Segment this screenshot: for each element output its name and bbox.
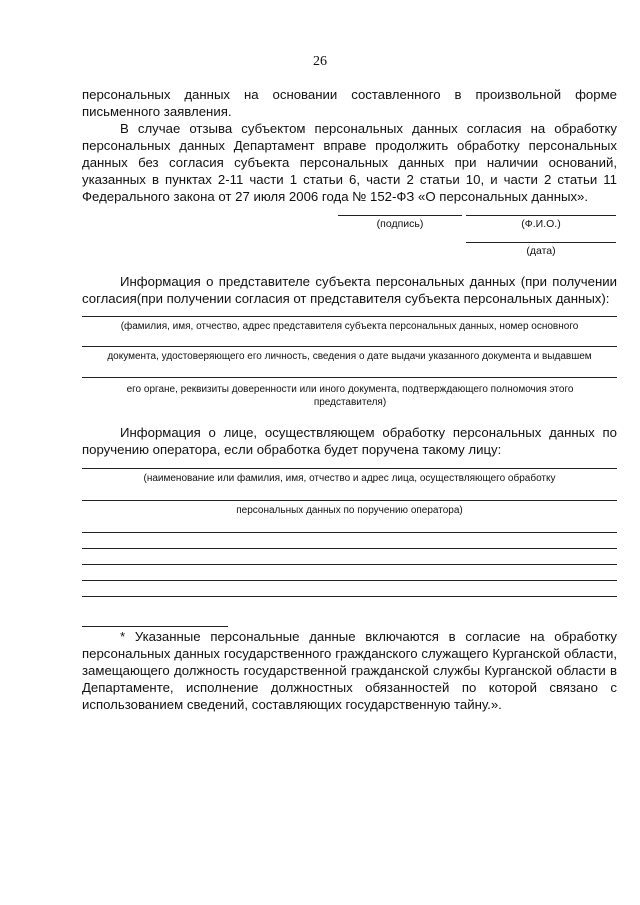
intro-paragraph-2: В случае отзыва субъектом персональных данных согласия на обработку персональных данных Департамент вправе продолжить обработку персональных данных без согласия субъекта персональных данных при наличии оснований, указанных в пунктах 2-11 части 1 статьи 6, части 2 статьи 10, и части 2 статьи 11 Федерального закона от 27 июля 2006 года № 152-ФЗ «О персональных данных». bbox=[82, 121, 617, 204]
operator-line-2 bbox=[82, 500, 617, 501]
blank-line bbox=[82, 564, 617, 565]
blank-line bbox=[82, 596, 617, 597]
representative-caption-3: его органе, реквизиты доверенности или иного документа, подтверждающего полномочия этого представителя) bbox=[126, 384, 574, 408]
intro-paragraph-1: персональных данных на основании составленного в произвольной форме письменного заявления. bbox=[82, 87, 617, 119]
footnote-text: * Указанные персональные данные включаются в согласие на обработку персональных данных государственного гражданского служащего Курганской области, замещающего должность государственной гражданской службы Курганской области в Департаменте, исполнение должностных обязанностей по которой связано с использованием сведений, составляющих государственную тайну.». bbox=[82, 629, 617, 712]
representative-caption-2: документа, удостоверяющего его личность, сведения о дате выдачи указанного документа и выдавшем bbox=[107, 351, 592, 362]
representative-caption-1: (фамилия, имя, отчество, адрес представителя субъекта персональных данных, номер основного bbox=[120, 321, 579, 332]
blank-line bbox=[82, 580, 617, 581]
operator-caption-2: персональных данных по поручению оператора) bbox=[236, 505, 463, 516]
footnote-separator bbox=[82, 626, 228, 627]
full-name-caption: (Ф.И.О.) bbox=[521, 218, 561, 230]
signature-line bbox=[338, 215, 462, 216]
date-line bbox=[466, 242, 616, 243]
date-caption: (дата) bbox=[526, 245, 556, 257]
representative-heading: Информация о представителе субъекта персональных данных (при получении согласия(при получении согласия от представителя субъекта персональных данных): bbox=[82, 274, 617, 306]
representative-line-3 bbox=[82, 377, 617, 378]
representative-line-1 bbox=[82, 316, 617, 317]
page-number: 26 bbox=[313, 54, 327, 69]
operator-line-1 bbox=[82, 468, 617, 469]
operator-caption-1: (наименование или фамилия, имя, отчество и адрес лица, осуществляющего обработку bbox=[143, 473, 556, 484]
full-name-line bbox=[466, 215, 616, 216]
representative-line-2 bbox=[82, 346, 617, 347]
operator-heading: Информация о лице, осуществляющем обработку персональных данных по поручению оператора, если обработка будет поручена такому лицу: bbox=[82, 425, 617, 457]
signature-caption: (подпись) bbox=[376, 218, 424, 230]
blank-line bbox=[82, 532, 617, 533]
blank-line bbox=[82, 548, 617, 549]
